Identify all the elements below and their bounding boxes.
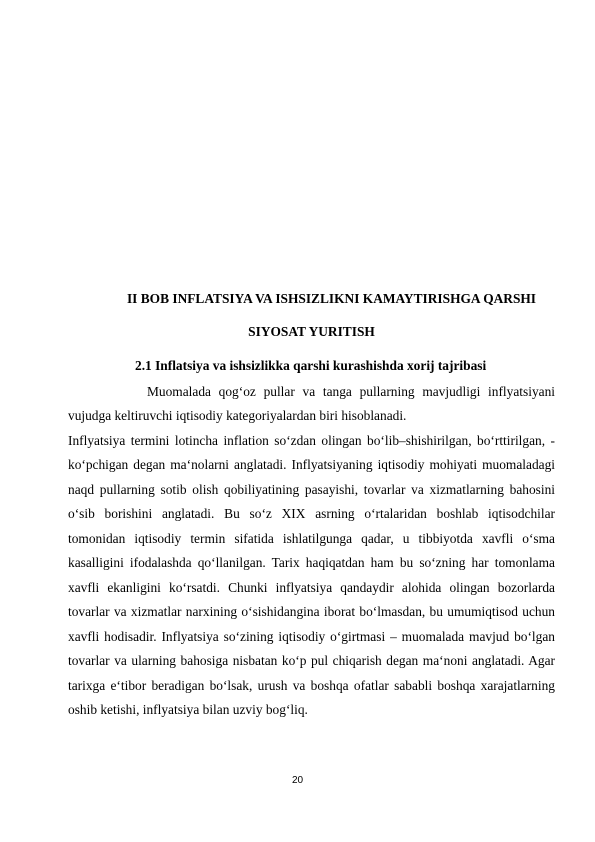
section-title: 2.1 Inflatsiya va ishsizlikka qarshi kurashishda xorij tajribasi [135, 358, 487, 373]
body-text [68, 380, 555, 723]
paragraph: Muomalada qog‘oz pullar va tanga pullarning mavjudligi inflyatsiyani vujudga keltiruvchi iqtisodiy kategoriyalardan biri hisoblanadi. [68, 383, 555, 423]
page-number: 20 [291, 775, 304, 786]
chapter-title-line-2: SIYOSAT YURITISH [248, 324, 375, 339]
chapter-title-line-1: II BOB INFLATSIYA VA ISHSIZLIKNI KAMAYTIRISHGA QARSHI [126, 291, 537, 306]
paragraph: Inflyatsiya termini lotincha inflation so‘zdan olingan bo‘lib–shishirilgan, bo‘rttirilgan, -ko‘pchigan degan ma‘nolarni anglatadi. Inflyatsiyaning iqtisodiy mohiyati muomaladagi naqd pullarning sotib olish qobiliyatining pasayishi, tovarlar va xizmatlarning bahosini o‘sib borishini anglatadi. Bu so‘z XIX asrning o‘rtalaridan boshlab iqtisodchilar tomonidan iqtisodiy termin sifatida ishlatilgunga qadar, u tibbiyotda xavfli o‘sma kasalligini ifodalashda qo‘llanilgan. Tarix haqiqatdan ham bu so‘zning har tomonlama xavfli ekanligini ko‘rsatdi. Chunki inflyatsiya qandaydir alohida olingan bozorlarda tovarlar va xizmatlar narxining o‘sishidangina iborat bo‘lmasdan, bu umumiqtisod uchun xavfli hodisadir. Inflyatsiya so‘zining iqtisodiy o‘girtmasi – muomalada mavjud bo‘lgan tovarlar va ularning bahosiga nisbatan ko‘p pul chiqarish degan ma‘noni anglatadi. Agar tarixga e‘tibor beradigan bo‘lsak, urush va boshqa ofatlar sababli boshqa xarajatlarning oshib ketishi, inflyatsiya bilan uzviy bog‘liq. [68, 432, 555, 717]
